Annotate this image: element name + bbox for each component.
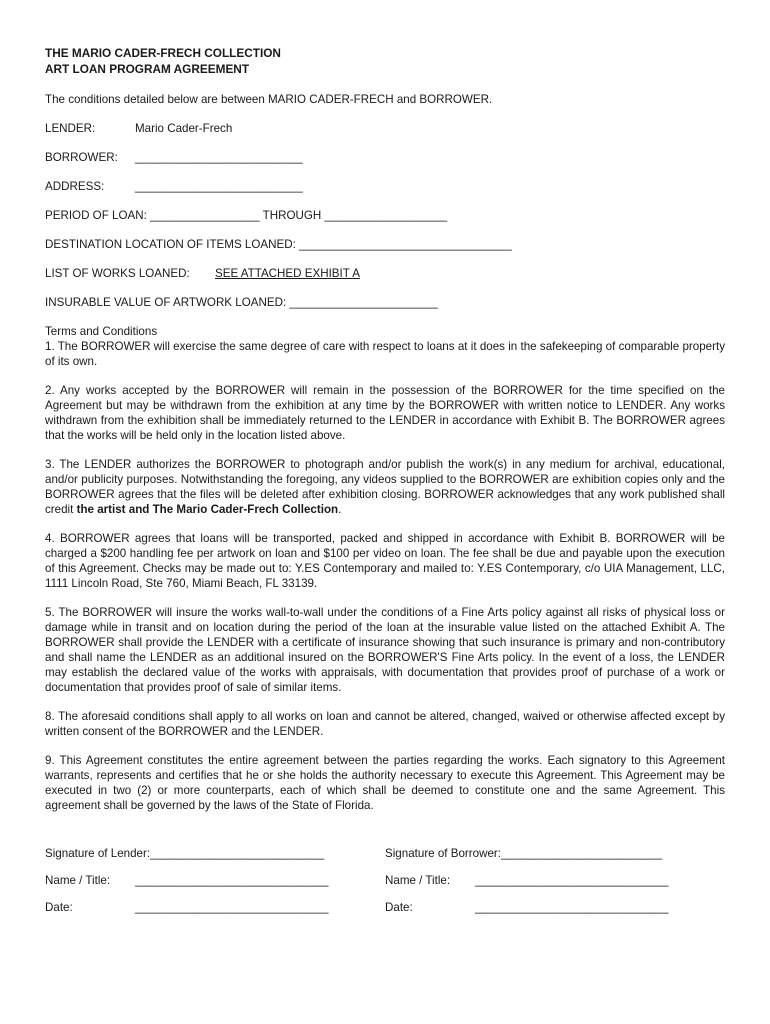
borrower-name-title [385,873,725,888]
signature-row [45,846,725,873]
agreement-page [45,45,725,827]
borrower-name-title-label: Name / Title: [385,874,451,887]
insurable-label: INSURABLE VALUE OF ARTWORK LOANED: [45,296,287,309]
destination-blank[interactable]: _________________________________ [299,238,512,251]
insurable-blank[interactable]: _______________________ [289,296,438,309]
borrower-date [385,900,725,915]
period-to-blank[interactable]: ___________________ [324,209,448,222]
term-paragraph-9: 9. This Agreement constitutes the entire agreement between the parties regarding the works. Each signatory to this Agreement warrants, represents and certifies that he or she holds the authority necessary to execute this Agreement. This Agreement may be executed in two (2) or more counterparts, each of which shall be deemed to constitute one and the same Agreement. This agreement shall be governed by the laws of the State of Florida. [45,754,725,812]
borrower-field [45,150,725,165]
lender-field [45,121,725,136]
term-paragraph-3 [45,457,725,517]
works-label: LIST OF WORKS LOANED: [45,267,190,280]
lender-signature-label: Signature of Lender: [45,847,151,860]
term-paragraph-5: 5. The BORROWER will insure the works wall-to-wall under the conditions of a Fine Arts policy against all risks of physical loss or damage while in transit and on location during the period of the loan at the insurable value listed on the attached Exhibit A. The BORROWER shall provide the LENDER with a certificate of insurance showing that such insurance is primary and non-contributory and shall name the LENDER as an additional insured on the BORROWER'S Fine Arts policy. In the event of a loss, the LENDER may establish the declared value of the works with appraisals, with documentation that provides proof of purchase of a work or documentation that provides proof of sale of similar items. [45,606,725,694]
term-paragraph-3-text: 3. The LENDER authorizes the BORROWER to photograph and/or publish the work(s) in any medium for archival, educational, and/or publicity purposes. Notwithstanding the foregoing, any videos supplied to the BORROWER are exhibition copies only and the BORROWER agrees that the files will be deleted after exhibition closing. BORROWER acknowledges that any work published shall credit [45,458,725,516]
address-field [45,179,725,194]
lender-label: LENDER: [45,122,96,135]
intro-text: The conditions detailed below are between MARIO CADER-FRECH and BORROWER. [45,93,493,106]
term-paragraph-4: 4. BORROWER agrees that loans will be transported, packed and shipped in accordance with Exhibit B. BORROWER will be charged a $200 handling fee per artwork on loan and $100 per video on loan. The fee shall be due and payable upon the execution of this Agreement. Checks may be made out to: Y.ES Contemporary and mailed to: Y.ES Contemporary, c/o UIA Management, LLC, 1111 Lincoln Road, Ste 760, Miami Beach, FL 33139. [45,532,725,590]
address-blank[interactable]: __________________________ [135,180,303,193]
lender-value: Mario Cader-Frech [135,122,233,135]
address-label: ADDRESS: [45,180,105,193]
borrower-signature [385,846,725,861]
through-label: THROUGH [262,209,322,222]
borrower-date-label: Date: [385,901,413,914]
lender-name-title-line[interactable]: ______________________________ [135,874,329,887]
works-field [45,266,725,281]
term-paragraph-1: 1. The BORROWER will exercise the same degree of care with respect to loans at it does in the safekeeping of comparable property of its own. [45,340,725,368]
lender-signature [45,846,385,861]
works-value: SEE ATTACHED EXHIBIT A [214,267,360,280]
borrower-name-title-line[interactable]: ______________________________ [475,874,669,887]
term-paragraph-8: 8. The aforesaid conditions shall apply to all works on loan and cannot be altered, changed, waived or otherwise affected except by written consent of the BORROWER and the LENDER. [45,710,725,738]
destination-field [45,237,725,252]
document-title-line1: THE MARIO CADER-FRECH COLLECTION [45,46,281,60]
document-title-line2: ART LOAN PROGRAM AGREEMENT [45,62,250,76]
borrower-date-line[interactable]: ______________________________ [475,901,669,914]
lender-signature-line[interactable]: ___________________________ [150,847,325,860]
borrower-label: BORROWER: [45,151,118,164]
destination-label: DESTINATION LOCATION OF ITEMS LOANED: [45,238,296,251]
date-row [45,900,725,927]
period-from-blank[interactable]: _________________ [150,209,260,222]
lender-date-label: Date: [45,901,73,914]
borrower-signature-label: Signature of Borrower: [385,847,501,860]
signature-block [45,846,725,927]
period-field [45,208,725,223]
term-paragraph-3-end: . [338,503,342,516]
credit-line-bold: the artist and The Mario Cader-Frech Collection [76,503,339,516]
period-label: PERIOD OF LOAN: [45,209,147,222]
lender-date [45,900,385,915]
lender-name-title [45,873,385,888]
terms-heading: Terms and Conditions [45,325,158,338]
borrower-blank[interactable]: __________________________ [135,151,303,164]
borrower-signature-line[interactable]: _________________________ [501,847,663,860]
name-title-row [45,873,725,900]
term-paragraph-2: 2. Any works accepted by the BORROWER will remain in the possession of the BORROWER for the time specified on the Agreement but may be withdrawn from the exhibition at any time by the BORROWER with written notice to LENDER. Any works withdrawn from the exhibition shall be immediately returned to the LENDER in accordance with Exhibit B. The BORROWER agrees that the works will be held only in the location listed above. [45,384,725,442]
lender-name-title-label: Name / Title: [45,874,111,887]
insurable-field [45,295,725,310]
lender-date-line[interactable]: ______________________________ [135,901,329,914]
